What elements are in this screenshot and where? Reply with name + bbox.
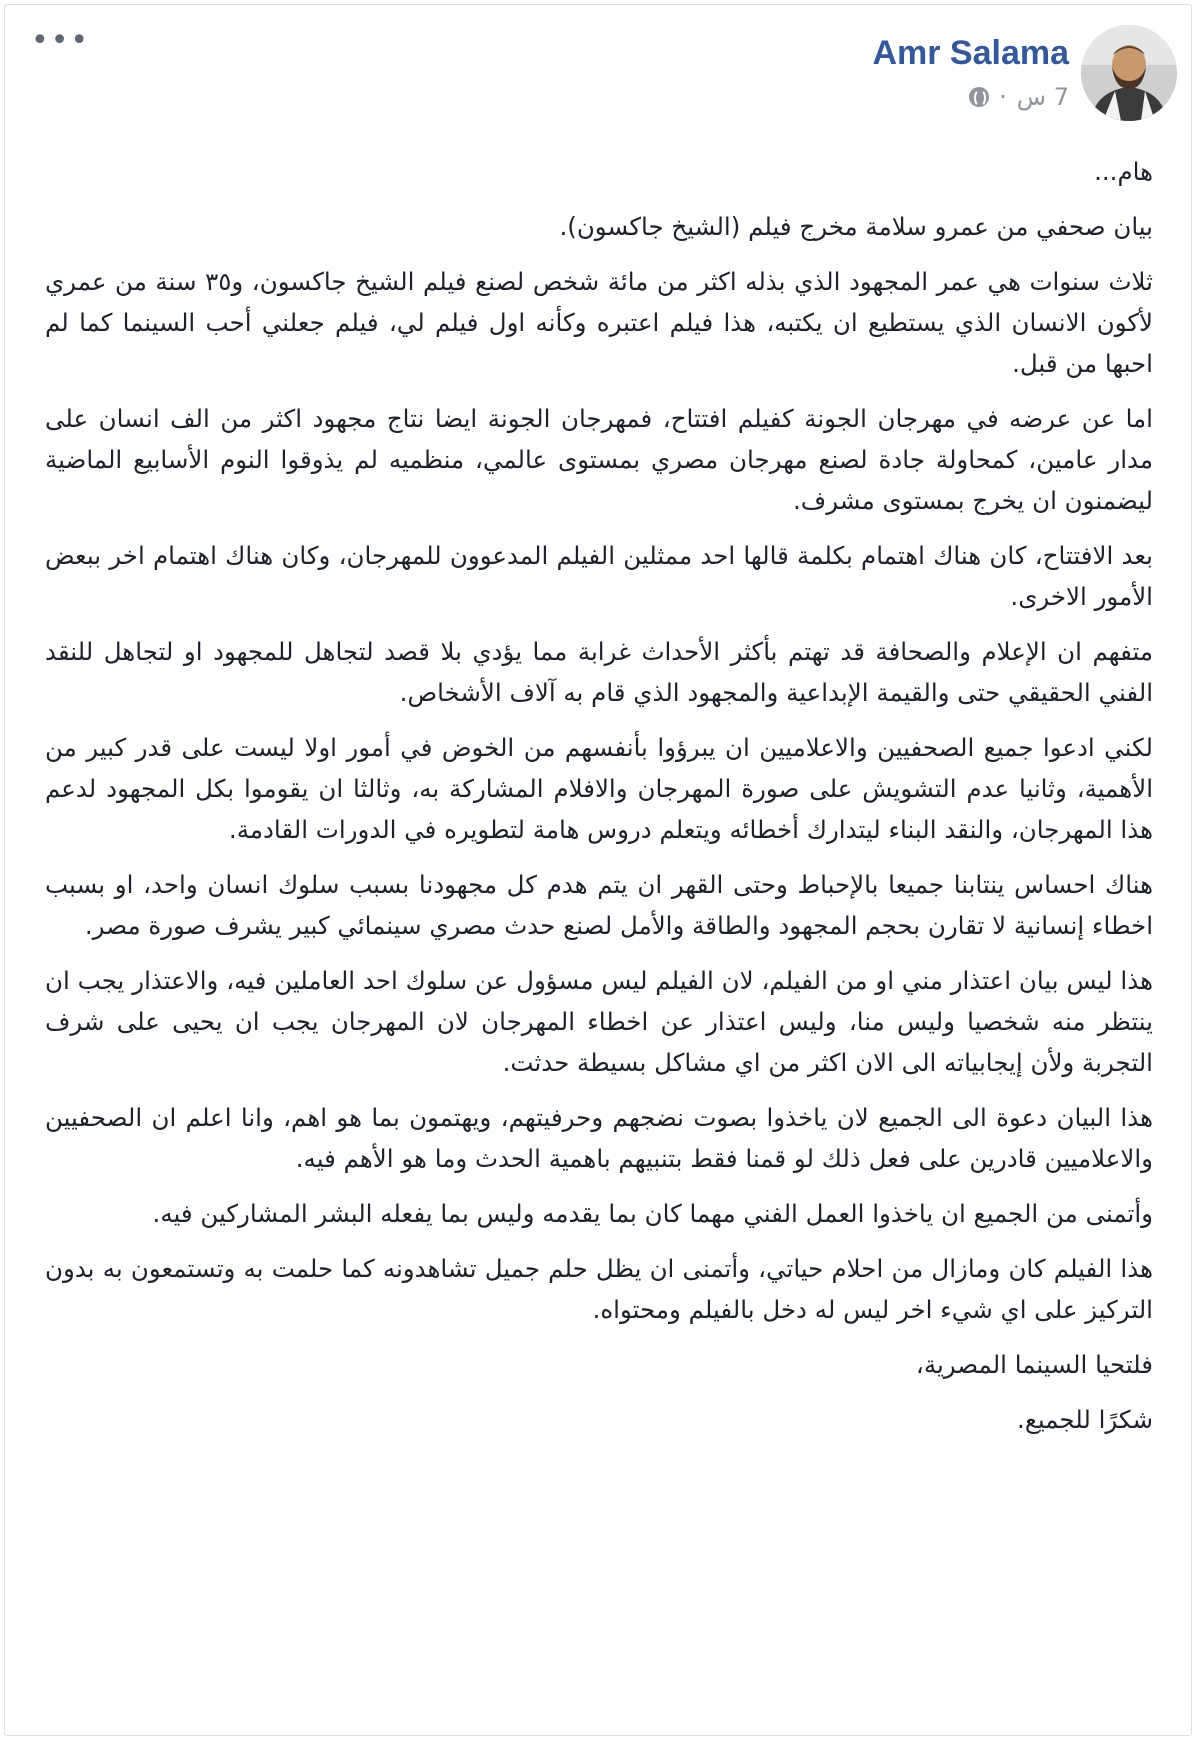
avatar-image <box>1081 25 1177 121</box>
post-meta <box>872 25 1069 111</box>
post-paragraph: متفهم ان الإعلام والصحافة قد تهتم بأكثر الأحداث غرابة مما يؤدي بلا قصد لتجاهل للمجهود او لتجاهل للنقد الفني الحقيقي حتى والقيمة الإبداعية والمجهود الذي قام به آلاف الأشخاص. <box>45 637 1153 707</box>
post-paragraph: هذا البيان دعوة الى الجميع لان ياخذوا بصوت نضجهم وحرفيتهم، ويهتمون بما هو اهم، وانا اعلم ان الصحفيين والاعلاميين قادرين على فعل ذلك لو قمنا فقط بتنبيهم باهمية الحدث وما هو الأهم فيه. <box>45 1103 1153 1173</box>
globe-icon[interactable] <box>969 87 989 107</box>
post-paragraph: وأتمنى من الجميع ان ياخذوا العمل الفني مهما كان بما يقدمه وليس بما يفعله البشر المشاركين فيه. <box>152 1199 1153 1228</box>
meta-separator: · <box>999 83 1007 111</box>
post-paragraph: ثلاث سنوات هي عمر المجهود الذي بذله اكثر من مائة شخص لصنع فيلم الشيخ جاكسون، و٣٥ سنة من عمري لأكون الانسان الذي يستطيع ان يكتبه، هذا فيلم اعتبره وكأنه اول فيلم لي، فيلم جعلني أحب السينما كما لم احبها من قبل. <box>45 267 1153 378</box>
post-body <box>45 151 1153 1454</box>
post-paragraph: هام... <box>1094 157 1153 186</box>
avatar[interactable] <box>1081 25 1177 121</box>
post-header <box>872 25 1177 121</box>
post-paragraph: شكرًا للجميع. <box>1017 1405 1153 1434</box>
more-horizontal-icon: ••• <box>31 23 91 58</box>
post-paragraph: بيان صحفي من عمرو سلامة مخرج فيلم (الشيخ جاكسون). <box>559 212 1153 241</box>
author-name[interactable]: Amr Salama <box>872 34 1069 72</box>
more-options-button[interactable] <box>31 23 91 58</box>
post-paragraph: بعد الافتتاح، كان هناك اهتمام بكلمة قالها احد ممثلين الفيلم المدعوون للمهرجان، وكان هناك اهتمام اخر ببعض الأمور الاخرى. <box>45 541 1153 611</box>
post-timestamp[interactable]: 7 س <box>1016 83 1069 111</box>
post-paragraph: لكني ادعوا جميع الصحفيين والاعلاميين ان يبرؤوا بأنفسهم من الخوض في أمور اولا ليست على قدر كبير من الأهمية، وثانيا عدم التشويش على صورة المهرجان والافلام المشاركة به، وثالثا ان يقوموا بكل المجهود لدعم هذا المهرجان، والنقد البناء ليتدارك أخطائه ويتعلم دروس هامة لتطويره في الدورات القادمة. <box>45 733 1153 844</box>
post-paragraph: هناك احساس ينتابنا جميعا بالإحباط وحتى القهر ان يتم هدم كل مجهودنا بسبب سلوك انسان واحد، او بسبب اخطاء إنسانية لا تقارن بحجم المجهود والطاقة والأمل لصنع حدث مصري سينمائي كبير يشرف صورة مصر. <box>45 870 1153 940</box>
post-paragraph: هذا ليس بيان اعتذار مني او من الفيلم، لان الفيلم ليس مسؤول عن سلوك احد العاملين فيه، والاعتذار يجب ان ينتظر منه شخصيا وليس منا، وليس اعتذار عن اخطاء المهرجان لان المهرجان يجب ان يحيى على شرف التجربة ولأن إيجابياته الى الان اكثر من اي مشاكل بسيطة حدثت. <box>45 966 1153 1077</box>
post-card <box>4 4 1192 1736</box>
post-paragraph: اما عن عرضه في مهرجان الجونة كفيلم افتتاح، فمهرجان الجونة ايضا نتاج مجهود اكثر من الف انسان على مدار عامين، كمحاولة جادة لصنع مهرجان مصري بمستوى عالمي، منظميه لم يذوقوا النوم الأسابيع الماضية ليضمنون ان يخرج بمستوى مشرف. <box>45 404 1153 515</box>
post-time-row <box>872 83 1069 111</box>
post-paragraph: هذا الفيلم كان ومازال من احلام حياتي، وأتمنى ان يظل حلم جميل تشاهدونه كما حلمت به وتستمعون به بدون التركيز على اي شيء اخر ليس له دخل بالفيلم ومحتواه. <box>45 1254 1153 1324</box>
post-paragraph: فلتحيا السينما المصرية، <box>915 1350 1153 1379</box>
